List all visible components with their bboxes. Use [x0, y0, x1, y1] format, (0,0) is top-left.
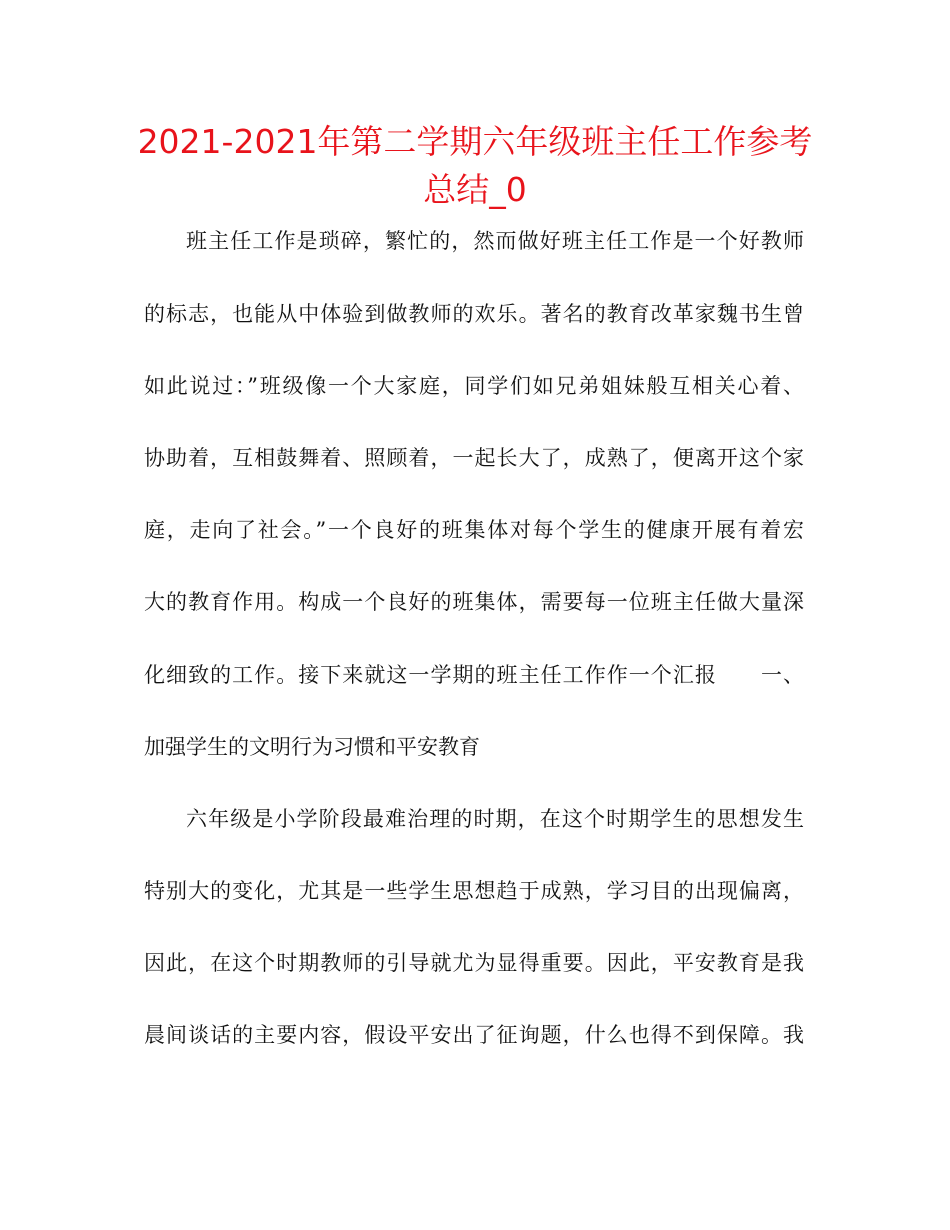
- paragraph-line: 协助着，互相鼓舞着、照顾着，一起长大了，成熟了，便离开这个家: [144, 446, 804, 470]
- paragraph-line: 六年级是小学阶段最难治理的时期，在这个时期学生的思想发生: [186, 807, 804, 831]
- paragraph-line: 大的教育作用。构成一个良好的班集体，需要每一位班主任做大量深: [144, 590, 804, 614]
- paragraph-line: 化细致的工作。接下来就这一学期的班主任工作作一个汇报 一、: [144, 663, 804, 687]
- title-line-2: 总结_0: [423, 170, 527, 209]
- paragraph-line: 晨间谈话的主要内容，假设平安出了征询题，什么也得不到保障。我: [144, 1023, 804, 1047]
- paragraph-line: 庭，走向了社会。”一个良好的班集体对每个学生的健康开展有着宏: [144, 518, 804, 542]
- document-title: [120, 118, 830, 214]
- paragraph-line: 加强学生的文明行为习惯和平安教育: [144, 735, 480, 759]
- paragraph-line: 的标志，也能从中体验到做教师的欢乐。著名的教育改革家魏书生曾: [144, 302, 804, 326]
- paragraph-line: 特别大的变化，尤其是一些学生思想趋于成熟，学习目的出现偏离，: [144, 879, 804, 903]
- paragraph-line: 班主任工作是琐碎，繁忙的，然而做好班主任工作是一个好教师: [186, 229, 804, 253]
- paragraph-line: 因此，在这个时期教师的引导就尤为显得重要。因此，平安教育是我: [144, 951, 804, 975]
- paragraph-line: 如此说过：”班级像一个大家庭，同学们如兄弟姐妹般互相关心着、: [144, 374, 804, 398]
- title-line-1: 2021-2021年第二学期六年级班主任工作参考: [137, 122, 813, 161]
